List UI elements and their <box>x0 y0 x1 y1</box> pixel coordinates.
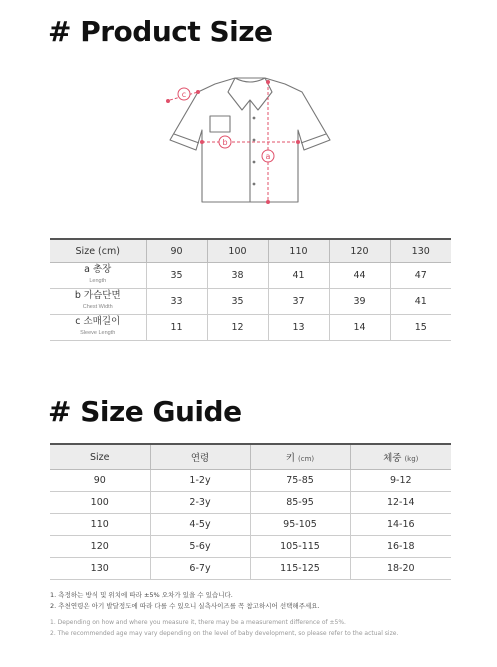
guide-header-weight <box>350 444 451 470</box>
table-row <box>50 263 451 289</box>
row-label-ko: a 총장 <box>84 264 112 275</box>
table-cell: 14-16 <box>350 514 451 536</box>
table-cell: 14 <box>329 315 390 341</box>
table-cell: 44 <box>329 263 390 289</box>
table-row <box>50 536 451 558</box>
table-cell: 41 <box>268 263 329 289</box>
table-row <box>50 558 451 580</box>
size-col-130: 130 <box>390 239 451 263</box>
size-header-label: Size (cm) <box>50 239 146 263</box>
table-cell: 115-125 <box>250 558 350 580</box>
table-cell: 100 <box>50 492 150 514</box>
guide-header-height <box>250 444 350 470</box>
size-guide-table <box>50 443 451 580</box>
row-label-en: Length <box>89 278 107 284</box>
size-col-90: 90 <box>146 239 207 263</box>
size-col-120: 120 <box>329 239 390 263</box>
table-cell: 18-20 <box>350 558 451 580</box>
row-label-ko: b 가슴단면 <box>74 290 121 301</box>
table-cell: 6-7y <box>150 558 250 580</box>
note-ko-1: 1. 측정하는 방식 및 위치에 따라 ±5% 오차가 있을 수 있습니다. <box>50 591 233 599</box>
size-guide-title: # Size Guide <box>48 395 242 428</box>
weight-label: 체중 <box>383 453 402 464</box>
table-cell: 35 <box>207 289 268 315</box>
height-label: 키 <box>285 453 295 464</box>
note-ko-2: 2. 추천연령은 아기 발달정도에 따라 다를 수 있으니 실측사이즈를 꼭 참고하시어 선택해주세요. <box>50 602 320 610</box>
row-label-length <box>50 263 146 289</box>
table-row <box>50 514 451 536</box>
row-label-en: Chest Width <box>82 304 113 310</box>
note-en-2: 2. The recommended age may vary depending on the level of baby development, so please refer to the actual size. <box>50 630 399 637</box>
table-cell: 11 <box>146 315 207 341</box>
table-row <box>50 492 451 514</box>
guide-header-size: Size <box>50 444 150 470</box>
size-col-110: 110 <box>268 239 329 263</box>
shirt-diagram <box>150 70 350 210</box>
row-label-sleeve <box>50 315 146 341</box>
table-cell: 120 <box>50 536 150 558</box>
marker-a: a <box>265 152 271 161</box>
table-row <box>50 470 451 492</box>
table-cell: 38 <box>207 263 268 289</box>
marker-c: c <box>181 90 187 99</box>
size-table-header <box>50 239 451 263</box>
table-cell: 90 <box>50 470 150 492</box>
table-cell: 37 <box>268 289 329 315</box>
table-cell: 4-5y <box>150 514 250 536</box>
table-cell: 130 <box>50 558 150 580</box>
table-cell: 35 <box>146 263 207 289</box>
table-cell: 39 <box>329 289 390 315</box>
size-col-100: 100 <box>207 239 268 263</box>
table-cell: 95-105 <box>250 514 350 536</box>
table-cell: 15 <box>390 315 451 341</box>
marker-b: b <box>222 138 228 147</box>
note-en-1: 1. Depending on how and where you measure it, there may be a measurement difference of ±5%. <box>50 619 346 626</box>
table-row <box>50 289 451 315</box>
table-cell: 47 <box>390 263 451 289</box>
table-cell: 1-2y <box>150 470 250 492</box>
table-cell: 13 <box>268 315 329 341</box>
table-cell: 41 <box>390 289 451 315</box>
table-cell: 2-3y <box>150 492 250 514</box>
row-label-ko: c 소매길이 <box>75 316 121 327</box>
product-size-table <box>50 238 451 341</box>
guide-table-header <box>50 444 451 470</box>
table-cell: 9-12 <box>350 470 451 492</box>
row-label-chest <box>50 289 146 315</box>
table-cell: 85-95 <box>250 492 350 514</box>
guide-header-age: 연령 <box>150 444 250 470</box>
table-cell: 12-14 <box>350 492 451 514</box>
table-cell: 110 <box>50 514 150 536</box>
row-label-en: Sleeve Length <box>80 330 116 336</box>
table-row <box>50 315 451 341</box>
table-cell: 75-85 <box>250 470 350 492</box>
table-cell: 12 <box>207 315 268 341</box>
weight-unit: (kg) <box>404 455 419 463</box>
table-cell: 5-6y <box>150 536 250 558</box>
table-cell: 33 <box>146 289 207 315</box>
height-unit: (cm) <box>298 455 315 463</box>
table-cell: 16-18 <box>350 536 451 558</box>
product-size-title: # Product Size <box>48 15 273 48</box>
notes <box>50 590 470 639</box>
table-cell: 105-115 <box>250 536 350 558</box>
